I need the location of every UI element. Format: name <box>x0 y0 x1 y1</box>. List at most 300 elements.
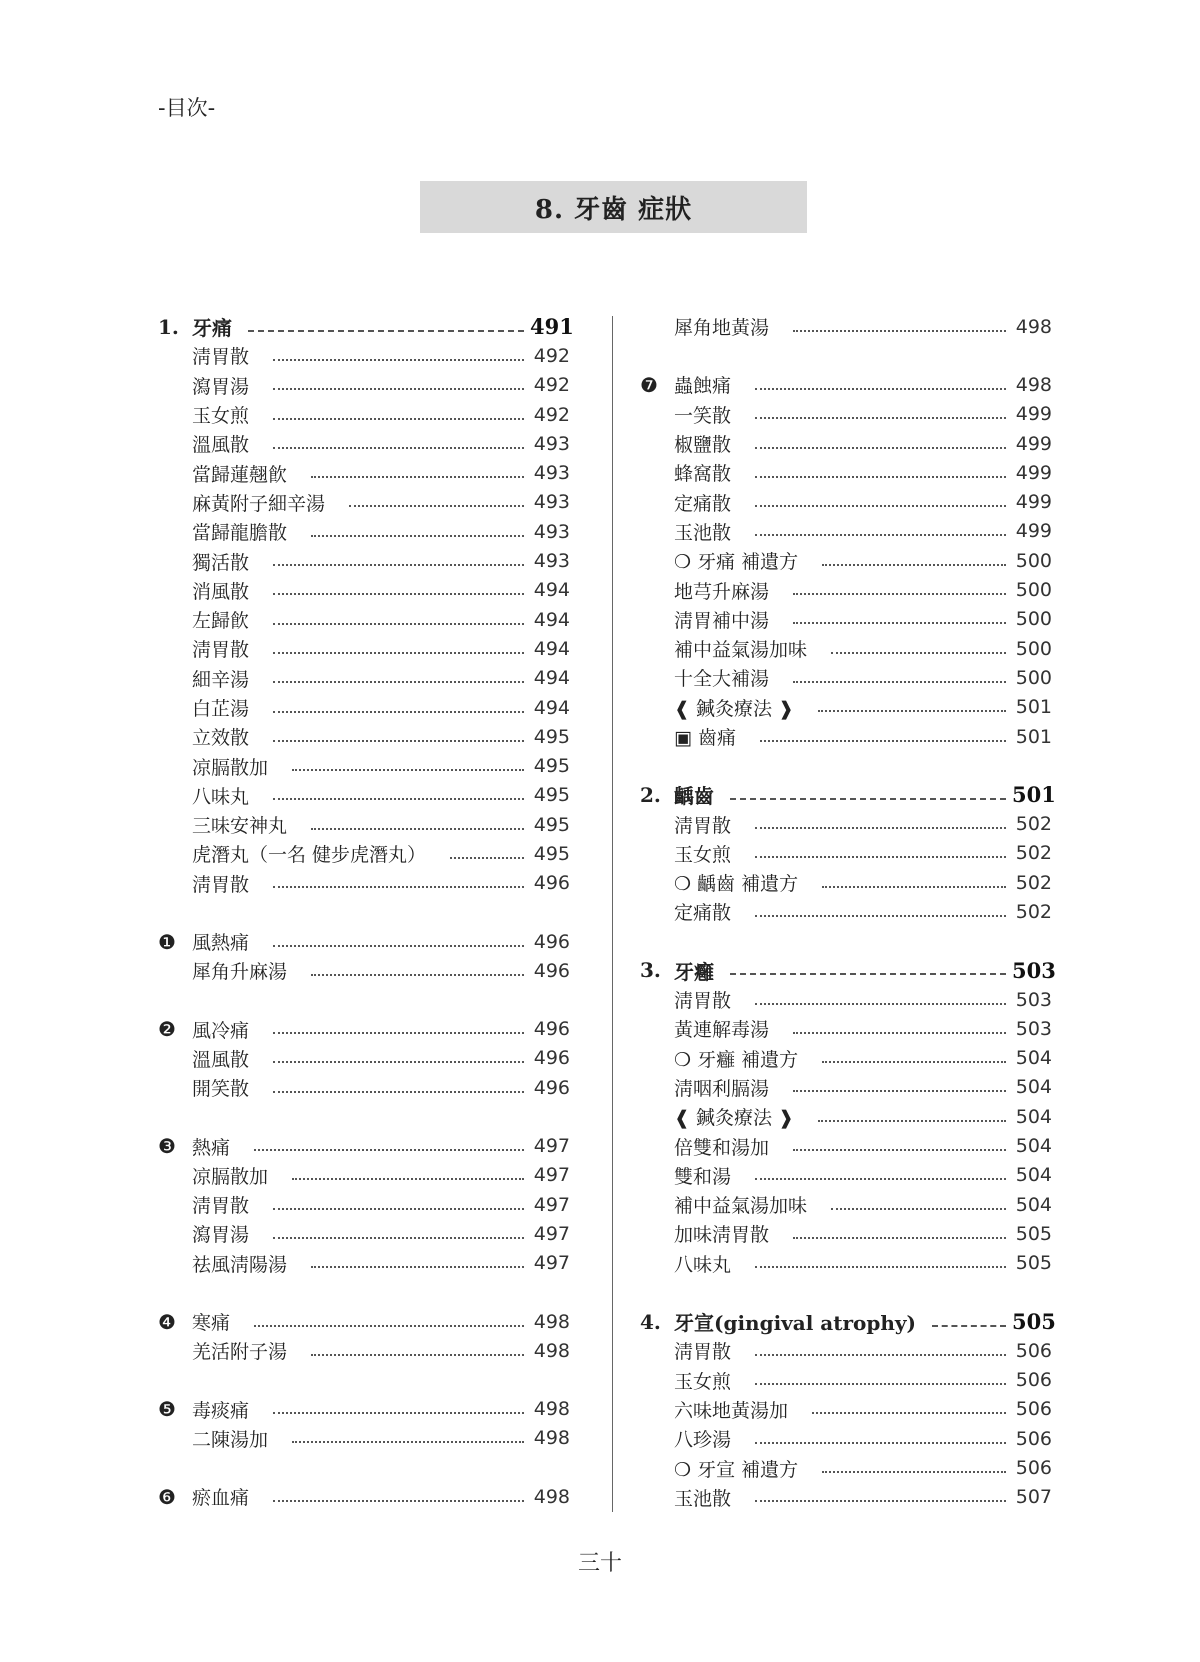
toc-leader <box>932 1325 1006 1327</box>
toc-entry <box>158 751 570 780</box>
toc-entry-label: 一笑散 <box>674 404 732 427</box>
toc-leader <box>822 1061 1006 1063</box>
section-number: 1. <box>158 314 179 339</box>
toc-page-number: 493 <box>533 432 570 455</box>
toc-entry-label: 毒痰痛 <box>192 1399 250 1422</box>
page-header: -目次- <box>158 96 216 120</box>
toc-page-number: 504 <box>1015 1105 1052 1128</box>
toc-page-number: 498 <box>533 1339 570 1362</box>
toc-entry <box>640 1044 1052 1073</box>
toc-page-number: 505 <box>1012 1309 1056 1335</box>
toc-entry-label: 風熱痛 <box>192 932 250 955</box>
toc-entry <box>640 1395 1052 1424</box>
toc-page-number: 499 <box>1015 461 1052 484</box>
toc-entry <box>640 1336 1052 1365</box>
toc-entry <box>158 839 570 868</box>
toc-leader <box>273 652 524 654</box>
toc-leader <box>793 1032 1006 1034</box>
toc-page-number: 495 <box>533 784 570 807</box>
toc-entry <box>158 605 570 634</box>
toc-page-number: 494 <box>533 637 570 660</box>
toc-leader <box>273 564 524 566</box>
toc-entry <box>640 1073 1052 1102</box>
toc-entry-label: 祛風淸陽湯 <box>192 1253 288 1276</box>
toc-page-number: 504 <box>1015 1164 1052 1187</box>
toc-page-number: 496 <box>533 1018 570 1041</box>
toc-page-number: 500 <box>1015 666 1052 689</box>
toc-leader <box>818 710 1006 712</box>
toc-entry-label: 牙宣(gingival atrophy) <box>674 1311 916 1336</box>
toc-page-number: 506 <box>1015 1339 1052 1362</box>
toc-page-number: 499 <box>1015 491 1052 514</box>
toc-page-number: 496 <box>533 959 570 982</box>
toc-entry-label: 定痛散 <box>674 902 732 925</box>
toc-entry-label: 淸咽利膈湯 <box>674 1077 770 1100</box>
toc-entry <box>158 429 570 458</box>
toc-entry <box>158 693 570 722</box>
toc-leader <box>254 1325 524 1327</box>
toc-entry <box>158 1073 570 1102</box>
toc-entry-label: 淸胃散 <box>192 639 250 662</box>
toc-entry <box>158 869 570 898</box>
toc-leader <box>755 1003 1006 1005</box>
toc-entry <box>640 839 1052 868</box>
toc-leader <box>292 1178 524 1180</box>
toc-entry-label: 倍雙和湯加 <box>674 1136 770 1159</box>
toc-page-number: 505 <box>1015 1252 1052 1275</box>
toc-entry <box>158 1190 570 1219</box>
toc-page-number: 498 <box>1015 373 1052 396</box>
toc-page-number: 506 <box>1015 1369 1052 1392</box>
toc-entry-label: 凉膈散加 <box>192 1165 269 1188</box>
toc-entry-label: 犀角地黃湯 <box>674 317 770 340</box>
section-number: 4. <box>640 1309 661 1334</box>
toc-entry-label: 熱痛 <box>192 1136 231 1159</box>
circled-number-icon: ❼ <box>640 372 658 397</box>
toc-entry <box>640 575 1052 604</box>
toc-page-number: 498 <box>533 1398 570 1421</box>
toc-page-number: 494 <box>533 667 570 690</box>
toc-entry <box>158 1307 570 1336</box>
toc-entry <box>640 312 1052 341</box>
toc-entry-label: 獨活散 <box>192 551 250 574</box>
toc-leader <box>273 1032 524 1034</box>
toc-page-number: 501 <box>1015 696 1052 719</box>
toc-entry-label: 麻黃附子細辛湯 <box>192 492 326 515</box>
toc-page-number: 498 <box>533 1485 570 1508</box>
toc-entry <box>640 1014 1052 1043</box>
toc-entry <box>640 458 1052 487</box>
toc-entry <box>158 517 570 546</box>
toc-page-number: 503 <box>1015 1017 1052 1040</box>
toc-entry-label: 八味丸 <box>192 785 250 808</box>
circled-number-icon: ❻ <box>158 1484 176 1509</box>
toc-page-number: 492 <box>533 344 570 367</box>
toc-entry <box>640 634 1052 663</box>
circled-number-icon: ❸ <box>158 1134 176 1159</box>
toc-entry-label: 齲齒 <box>674 784 714 809</box>
toc-entry-label: ❍ 牙癰 補遺方 <box>674 1048 799 1071</box>
toc-page-number: 497 <box>533 1252 570 1275</box>
toc-entry-label: 八珍湯 <box>674 1429 732 1452</box>
toc-entry-label: 當歸龍膽散 <box>192 522 288 545</box>
toc-leader <box>760 740 1006 742</box>
toc-entry-label: 十全大補湯 <box>674 668 770 691</box>
toc-entry-label: 椒鹽散 <box>674 434 732 457</box>
circled-number-icon: ❺ <box>158 1397 176 1422</box>
toc-leader <box>755 915 1006 917</box>
toc-entry <box>158 722 570 751</box>
toc-entry-label: 蟲蝕痛 <box>674 375 732 398</box>
toc-entry-label: 六味地黃湯加 <box>674 1399 789 1422</box>
toc-entry <box>158 458 570 487</box>
toc-leader <box>755 1178 1006 1180</box>
toc-leader <box>793 622 1006 624</box>
toc-leader <box>292 769 524 771</box>
toc-entry <box>158 576 570 605</box>
toc-leader <box>273 623 524 625</box>
toc-entry-label: 玉女煎 <box>192 405 250 428</box>
toc-leader <box>292 1441 524 1443</box>
toc-entry-label: 溫風散 <box>192 1048 250 1071</box>
toc-leader <box>450 857 524 859</box>
toc-entry <box>158 1219 570 1248</box>
toc-entry <box>640 517 1052 546</box>
toc-page-number: 493 <box>533 550 570 573</box>
toc-entry-label: 玉女煎 <box>674 843 732 866</box>
toc-entry-label: ❍ 牙痛 補遺方 <box>674 551 799 574</box>
toc-page-number: 500 <box>1015 579 1052 602</box>
toc-leader <box>311 974 524 976</box>
toc-leader <box>273 593 524 595</box>
toc-leader <box>273 447 524 449</box>
toc-page-number: 500 <box>1015 637 1052 660</box>
toc-entry <box>158 1015 570 1044</box>
toc-entry <box>640 546 1052 575</box>
toc-entry <box>158 634 570 663</box>
toc-entry-label: 凉膈散加 <box>192 756 269 779</box>
toc-page-number: 499 <box>1015 403 1052 426</box>
toc-entry <box>640 1366 1052 1395</box>
toc-leader <box>273 711 524 713</box>
toc-page-number: 495 <box>533 725 570 748</box>
toc-entry-label: 補中益氣湯加味 <box>674 639 808 662</box>
toc-page-number: 504 <box>1015 1193 1052 1216</box>
toc-leader <box>273 388 524 390</box>
toc-page-number: 507 <box>1015 1486 1052 1509</box>
toc-page-number: 497 <box>533 1164 570 1187</box>
toc-page-number: 493 <box>533 520 570 543</box>
toc-page-number: 502 <box>1015 900 1052 923</box>
toc-leader <box>793 1149 1006 1151</box>
toc-entry-label: 八味丸 <box>674 1253 732 1276</box>
toc-entry <box>158 1249 570 1278</box>
toc-entry-label: 溫風散 <box>192 434 250 457</box>
toc-leader <box>273 1237 524 1239</box>
toc-entry <box>640 722 1052 751</box>
toc-entry-label: ❰ 鍼灸療法 ❱ <box>674 697 794 720</box>
toc-page-number: 494 <box>533 696 570 719</box>
toc-page-number: 500 <box>1015 608 1052 631</box>
toc-entry-label: 蜂窩散 <box>674 463 732 486</box>
toc-page-number: 497 <box>533 1222 570 1245</box>
toc-leader <box>831 652 1006 654</box>
toc-entry <box>640 663 1052 692</box>
toc-entry-label: 淸胃散 <box>674 1341 732 1364</box>
toc-page-number: 498 <box>533 1427 570 1450</box>
toc-leader <box>831 1208 1006 1210</box>
page-number-footer: 三十 <box>577 1551 622 1576</box>
toc-leader <box>730 973 1006 975</box>
toc-entry-label: 左歸飮 <box>192 610 250 633</box>
toc-entry <box>158 312 574 341</box>
toc-page-number: 502 <box>1015 813 1052 836</box>
toc-entry-label: 犀角升麻湯 <box>192 961 288 984</box>
toc-leader <box>818 1120 1006 1122</box>
toc-entry-label: ❰ 鍼灸療法 ❱ <box>674 1107 794 1130</box>
toc-entry <box>158 400 570 429</box>
section-title <box>420 181 807 233</box>
toc-entry-label: 淸胃散 <box>674 990 732 1013</box>
toc-page-number: 501 <box>1015 725 1052 748</box>
toc-entry <box>158 781 570 810</box>
toc-page-number: 501 <box>1012 782 1056 808</box>
circled-number-icon: ❶ <box>158 929 176 954</box>
toc-page-number: 503 <box>1015 988 1052 1011</box>
toc-leader <box>349 505 524 507</box>
toc-entry-label: 開笑散 <box>192 1078 250 1101</box>
toc-leader <box>273 359 524 361</box>
toc-leader <box>311 1354 524 1356</box>
toc-page-number: 497 <box>533 1193 570 1216</box>
toc-leader <box>273 886 524 888</box>
toc-page-number: 494 <box>533 608 570 631</box>
toc-leader <box>755 1354 1006 1356</box>
toc-leader <box>311 476 524 478</box>
toc-entry-label: 玉池散 <box>674 521 732 544</box>
toc-leader <box>793 681 1006 683</box>
toc-leader <box>755 1383 1006 1385</box>
toc-page-number: 505 <box>1015 1222 1052 1245</box>
toc-leader <box>273 1412 524 1414</box>
toc-leader <box>273 798 524 800</box>
toc-leader <box>755 447 1006 449</box>
toc-page-number: 506 <box>1015 1398 1052 1421</box>
toc-entry <box>158 664 570 693</box>
toc-entry-label: 淸胃散 <box>192 346 250 369</box>
toc-entry <box>158 371 570 400</box>
toc-leader <box>793 330 1006 332</box>
toc-entry <box>640 1161 1052 1190</box>
toc-leader <box>248 330 524 332</box>
toc-entry-label: 黃連解毒湯 <box>674 1019 770 1042</box>
toc-entry-label: 立效散 <box>192 727 250 750</box>
toc-leader <box>273 681 524 683</box>
toc-entry-label: 消風散 <box>192 580 250 603</box>
toc-leader <box>822 564 1006 566</box>
toc-leader <box>755 827 1006 829</box>
toc-leader <box>822 886 1006 888</box>
toc-entry <box>640 897 1052 926</box>
toc-entry <box>640 1453 1052 1482</box>
toc-page-number: 499 <box>1015 432 1052 455</box>
toc-entry-label: 淸胃補中湯 <box>674 609 770 632</box>
toc-leader <box>812 1412 1006 1414</box>
toc-leader <box>793 1237 1006 1239</box>
toc-leader <box>755 505 1006 507</box>
toc-entry <box>640 1483 1052 1512</box>
toc-entry-label: 瘀血痛 <box>192 1487 250 1510</box>
toc-page-number: 500 <box>1015 549 1052 572</box>
toc-leader <box>822 1471 1006 1473</box>
toc-entry <box>640 1131 1052 1160</box>
toc-leader <box>755 1266 1006 1268</box>
toc-page-number: 498 <box>1015 315 1052 338</box>
toc-page-number: 496 <box>533 1047 570 1070</box>
toc-entry-label: 玉女煎 <box>674 1370 732 1393</box>
toc-entry <box>158 956 570 985</box>
toc-entry <box>158 1336 570 1365</box>
toc-entry <box>158 1161 570 1190</box>
toc-page-number: 493 <box>533 462 570 485</box>
toc-entry-label: 風冷痛 <box>192 1019 250 1042</box>
toc-leader <box>273 1091 524 1093</box>
toc-entry <box>158 810 570 839</box>
toc-entry-label: 瀉胃湯 <box>192 375 250 398</box>
toc-entry-label: 地芎升麻湯 <box>674 580 770 603</box>
toc-entry-label: 雙和湯 <box>674 1165 732 1188</box>
toc-page-number: 506 <box>1015 1457 1052 1480</box>
section-number: 2. <box>640 782 661 807</box>
toc-leader <box>755 534 1006 536</box>
toc-page-number: 504 <box>1015 1047 1052 1070</box>
toc-page-number: 496 <box>533 930 570 953</box>
toc-page-number: 495 <box>533 813 570 836</box>
toc-entry <box>158 488 570 517</box>
toc-page-number: 494 <box>533 579 570 602</box>
toc-entry <box>158 927 570 956</box>
toc-leader <box>755 388 1006 390</box>
toc-entry-label: ❍ 牙宣 補遺方 <box>674 1458 799 1481</box>
section-number: 3. <box>640 958 661 983</box>
toc-entry <box>158 546 570 575</box>
toc-entry-label: 寒痛 <box>192 1312 231 1335</box>
toc-page-number: 496 <box>533 872 570 895</box>
toc-entry <box>640 1424 1052 1453</box>
toc-entry-label: 瀉胃湯 <box>192 1224 250 1247</box>
toc-entry-label: 細辛湯 <box>192 668 250 691</box>
toc-entry <box>640 370 1052 399</box>
toc-entry-label: 牙痛 <box>192 316 232 341</box>
toc-entry <box>640 985 1052 1014</box>
toc-entry-label: 二陳湯加 <box>192 1428 269 1451</box>
toc-entry-label: 定痛散 <box>674 492 732 515</box>
toc-page-number: 502 <box>1015 871 1052 894</box>
toc-leader <box>730 798 1006 800</box>
toc-entry <box>158 1482 570 1511</box>
toc-page-number: 498 <box>533 1310 570 1333</box>
toc-entry <box>640 1102 1052 1131</box>
toc-page-number: 502 <box>1015 842 1052 865</box>
toc-leader <box>273 418 524 420</box>
toc-entry <box>640 693 1052 722</box>
toc-page-number: 492 <box>533 374 570 397</box>
toc-page-number: 491 <box>530 314 574 340</box>
toc-entry <box>158 1131 570 1160</box>
toc-leader <box>755 1500 1006 1502</box>
column-divider <box>612 316 613 1512</box>
toc-page-number: 496 <box>533 1076 570 1099</box>
toc-entry-label: 虎潛丸（一名 健步虎潛丸） <box>192 844 427 867</box>
toc-page-number: 499 <box>1015 520 1052 543</box>
toc-entry <box>640 1307 1056 1336</box>
toc-leader <box>311 828 524 830</box>
toc-entry <box>640 400 1052 429</box>
toc-entry <box>158 1395 570 1424</box>
toc-leader <box>755 417 1006 419</box>
toc-right-column <box>640 312 1056 1512</box>
toc-page-number: 504 <box>1015 1135 1052 1158</box>
toc-leader <box>273 945 524 947</box>
toc-leader <box>793 593 1006 595</box>
toc-leader <box>311 1266 524 1268</box>
toc-entry-label: ❍ 齲齒 補遺方 <box>674 873 799 896</box>
toc-leader <box>793 1090 1006 1092</box>
toc-leader <box>273 1208 524 1210</box>
toc-entry <box>640 780 1056 809</box>
toc-entry <box>640 868 1052 897</box>
toc-leader <box>273 740 524 742</box>
toc-entry <box>158 1424 570 1453</box>
toc-entry-label: 淸胃散 <box>192 873 250 896</box>
toc-entry-label: 當歸蓮翹飮 <box>192 463 288 486</box>
toc-entry <box>640 809 1052 838</box>
toc-page-number: 504 <box>1015 1076 1052 1099</box>
toc-entry <box>640 605 1052 634</box>
circled-number-icon: ❷ <box>158 1017 176 1042</box>
toc-entry-label: 補中益氣湯加味 <box>674 1195 808 1218</box>
toc-page-number: 495 <box>533 842 570 865</box>
toc-entry <box>640 429 1052 458</box>
toc-entry-label: 玉池散 <box>674 1487 732 1510</box>
toc-page-number: 495 <box>533 755 570 778</box>
toc-entry-label: 淸胃散 <box>674 814 732 837</box>
toc-entry <box>640 1249 1052 1278</box>
toc-leader <box>755 476 1006 478</box>
toc-entry-label: ▣ 齒痛 <box>674 727 736 749</box>
toc-entry <box>158 341 570 370</box>
toc-entry <box>640 956 1056 985</box>
toc-leader <box>273 1061 524 1063</box>
toc-entry-label: 淸胃散 <box>192 1195 250 1218</box>
toc-entry-label: 牙癰 <box>674 959 714 984</box>
toc-entry-label: 三味安神丸 <box>192 815 288 838</box>
toc-entry <box>640 487 1052 516</box>
toc-entry-label: 羌活附子湯 <box>192 1341 288 1364</box>
toc-entry <box>158 1044 570 1073</box>
toc-page-number: 497 <box>533 1135 570 1158</box>
toc-leader <box>755 856 1006 858</box>
section-title-text: 8. 牙齒 症狀 <box>534 194 693 225</box>
toc-left-column <box>158 312 574 1511</box>
toc-page-number: 493 <box>533 491 570 514</box>
toc-page-number: 506 <box>1015 1427 1052 1450</box>
toc-page-number: 492 <box>533 403 570 426</box>
toc-entry <box>640 1219 1052 1248</box>
toc-entry-label: 加味淸胃散 <box>674 1224 770 1247</box>
toc-page-number: 503 <box>1012 957 1056 983</box>
toc-entry <box>640 1190 1052 1219</box>
